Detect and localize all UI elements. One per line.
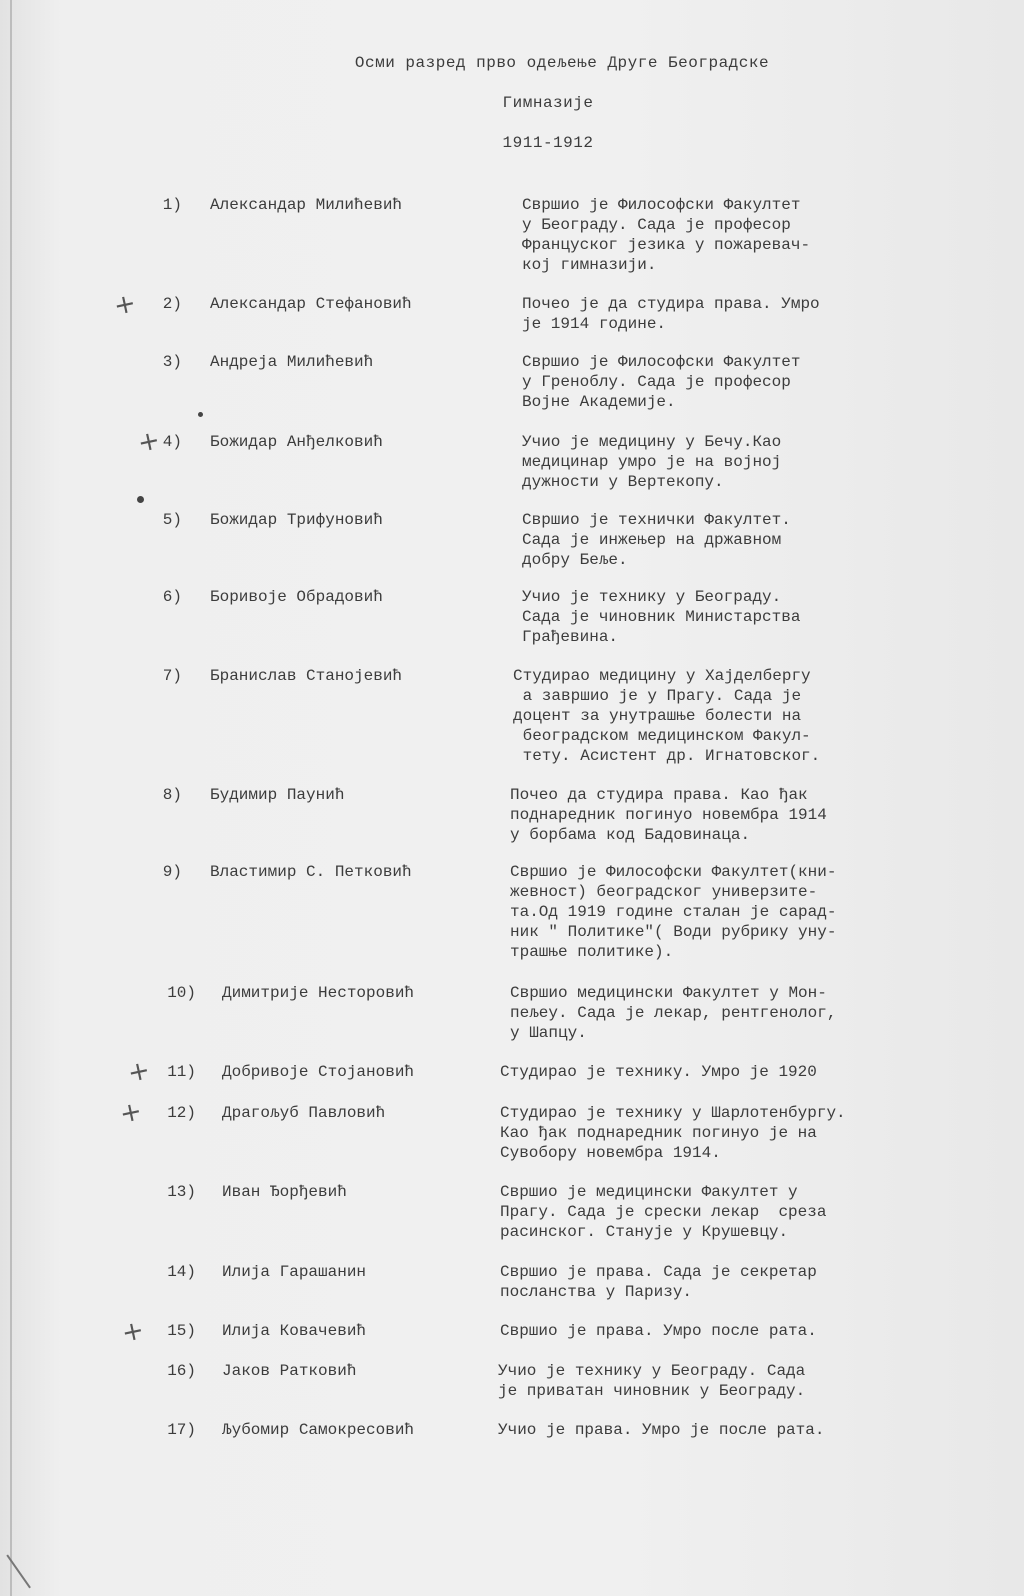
entry-description: Учио је права. Умро је после рата.: [498, 1421, 825, 1439]
entry-number: 14): [167, 1263, 196, 1281]
entry-description: Студирао је технику у Шарлотенбургу. Као ђак поднаредник погинуо је на Сувобору новембра 1914.: [500, 1104, 846, 1162]
entry-description: Свршио је права. Умро после рата.: [500, 1322, 817, 1340]
entry-description: Учио је технику у Београду. Сада је чиновник Министарства Грађевина.: [522, 588, 801, 646]
handwritten-cross-mark: +: [125, 1055, 153, 1089]
entry-description: Почео да студира права. Као ђак поднаредник погинуо новембра 1914 у борбама код Бадовинаца.: [510, 786, 827, 844]
entry-number: 3): [162, 353, 182, 371]
entry-description: Свршио је медицински Факултет у Прагу. Сада је срески лекар среза расинског. Станује у Крушевцу.: [500, 1183, 827, 1241]
entry-name: Властимир С. Петковић: [210, 863, 412, 881]
entry-name: Илија Ковачевић: [222, 1322, 367, 1340]
handwritten-cross-mark: +: [111, 288, 139, 322]
entry-name: Божидар Трифуновић: [210, 511, 383, 529]
title-years: 1911-1912: [502, 134, 594, 152]
entry-name: Добривоје Стојановић: [222, 1063, 415, 1081]
ink-speck: [198, 412, 203, 417]
entry-number: 7): [162, 667, 182, 685]
entry-number: 15): [167, 1322, 196, 1340]
entry-description: Свршио је права. Сада је секретар посланства у Паризу.: [500, 1263, 817, 1301]
entry-number: 2): [162, 295, 182, 313]
entry-number: 6): [162, 588, 182, 606]
entry-description: Свршио је Философски Факултет у Греноблу. Сада је професор Војне Академије.: [522, 353, 801, 411]
entry-description: Свршио је Философски Факултет(кни- жевност) београдског универзите- та.Од 1919 године сталан је сарад- ник " Политике"( Води рубрику уну- трашње политике).: [510, 863, 837, 961]
entry-number: 13): [167, 1183, 196, 1201]
entry-description: Учио је медицину у Бечу.Као медицинар умро је на војној дужности у Вертекопу.: [522, 433, 782, 491]
entry-name: Александар Стефановић: [210, 295, 412, 313]
entry-description: Почео је да студира права. Умро је 1914 године.: [522, 295, 820, 333]
entry-description: Студирао медицину у Хајделбергу а завршио је у Прагу. Сада је доцент за унутрашње болести на београдском медицинском Факул- тету. Асистент др. Игнатовског.: [513, 667, 821, 765]
entry-description: Студирао је технику. Умро је 1920: [500, 1063, 817, 1081]
entry-number: 12): [167, 1104, 196, 1122]
entry-name: Драгољуб Павловић: [222, 1104, 386, 1122]
entry-name: Илија Гарашанин: [222, 1263, 367, 1281]
entry-number: 11): [167, 1063, 196, 1081]
entry-number: 9): [162, 863, 182, 881]
entry-number: 17): [167, 1421, 196, 1439]
entry-name: Љубомир Самокресовић: [222, 1421, 415, 1439]
entry-description: Свршио је Философски Факултет у Београду. Сада је професор Француског језика у пожаревач- кој гимназији.: [522, 196, 811, 274]
entry-name: Јаков Ратковић: [222, 1362, 357, 1380]
ink-speck: [137, 496, 144, 503]
entry-description: Свршио је технички Факултет. Сада је инжењер на државном добру Беље.: [522, 511, 791, 569]
entry-description: Свршио медицински Факултет у Мон- пељеу. Сада је лекар, рентгенолог, у Шапцу.: [510, 984, 837, 1042]
title-line-2: Гимназије: [502, 94, 594, 112]
entry-name: Андреја Милићевић: [210, 353, 374, 371]
entry-name: Александар Милићевић: [210, 196, 403, 214]
entry-name: Боривоје Обрадовић: [210, 588, 383, 606]
title-line-1: Осми разред прво одељење Друге Београдске: [354, 54, 770, 72]
entry-number: 16): [167, 1362, 196, 1380]
entry-number: 4): [162, 433, 182, 451]
handwritten-cross-mark: +: [135, 425, 163, 459]
handwritten-cross-mark: +: [119, 1315, 147, 1349]
entry-name: Иван Ђорђевић: [222, 1183, 347, 1201]
entry-number: 5): [162, 511, 182, 529]
page-edge: [10, 0, 12, 1596]
entry-name: Будимир Паунић: [210, 786, 345, 804]
entry-number: 1): [162, 196, 182, 214]
entry-description: Учио је технику у Београду. Сада је приватан чиновник у Београду.: [498, 1362, 806, 1400]
entry-name: Бранислав Станојевић: [210, 667, 403, 685]
entry-name: Димитрије Несторовић: [222, 984, 415, 1002]
entry-number: 10): [167, 984, 196, 1002]
entry-name: Божидар Анђелковић: [210, 433, 383, 451]
page-scratch: [6, 1532, 63, 1589]
handwritten-cross-mark: +: [117, 1096, 145, 1130]
entry-number: 8): [162, 786, 182, 804]
